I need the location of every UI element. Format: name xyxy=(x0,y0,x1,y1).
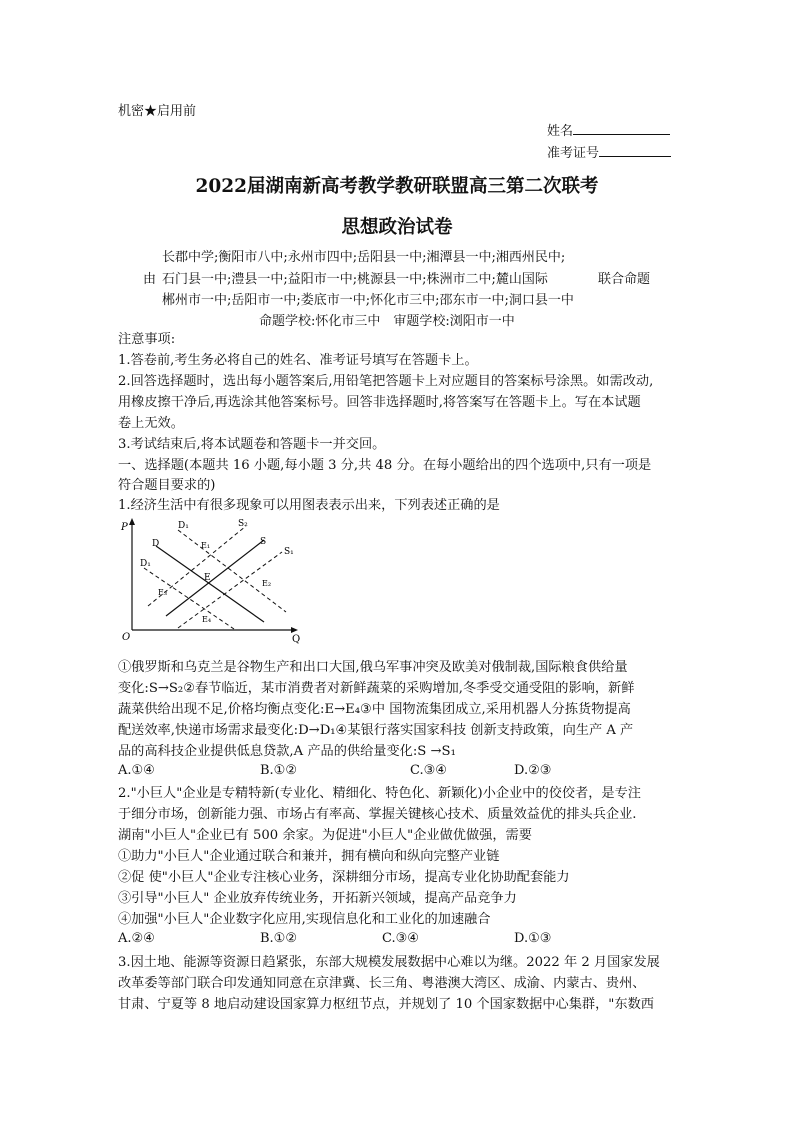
label-S2: S₂ xyxy=(238,519,248,529)
label-S: S xyxy=(260,537,267,547)
q1-line-5: 品的高科技企业提供低息贷款,A 产品的供给量变化:S →S₁ xyxy=(118,744,456,759)
note-3: 3.考试结束后,将本试题卷和答题卡一并交回。 xyxy=(118,437,386,452)
q3-line-2: 改革委等部门联合印发通知同意在京津冀、长三角、粤港澳大湾区、成渝、内蒙古、贵州、 xyxy=(118,976,646,991)
confidential-mark: 机密★启用前 xyxy=(118,104,197,119)
label-D: D xyxy=(152,539,160,549)
note-2b: 用橡皮擦干净后,再选涂其他答案标号。回答非选择题时,将答案写在答题卡上。写在本试题 xyxy=(118,395,641,410)
label-E1: E₁ xyxy=(201,541,211,550)
schools-row-3: 郴州市一中;岳阳市一中;娄底市一中;怀化市三中;邵东市一中;洞口县一中 xyxy=(162,293,574,308)
axis-label-q: Q xyxy=(292,634,301,645)
q2-option-b[interactable]: B.①② xyxy=(260,931,297,946)
q2-statement-3: ③引导"小巨人" 企业放弃传统业务，开拓新兴领域，提高产品竞争力 xyxy=(118,891,517,906)
label-E3: E₃ xyxy=(158,588,168,597)
name-field[interactable] xyxy=(547,120,670,139)
q2-statement-4: ④加强"小巨人"企业数字化应用,实现信息化和工业化的加速融合 xyxy=(118,912,491,927)
q2-line-1: 2."小巨人"企业是专精特新(专业化、精细化、特色化、新颖化)小企业中的佼佼者，是专注 xyxy=(118,786,641,801)
label-E4: E₄ xyxy=(202,615,212,624)
note-2c: 卷上无效。 xyxy=(118,416,184,431)
exam-title: 2022届湖南新高考教学教研联盟高三第二次联考 xyxy=(195,176,599,197)
label-D1-top: D₁ xyxy=(178,521,189,531)
q3-line-3: 甘肃、宁夏等 8 地启动建设国家算力枢纽节点，并规划了 10 个国家数据中心集群，"东数西 xyxy=(118,997,654,1012)
x-axis-arrow xyxy=(291,627,298,633)
supply-demand-graph xyxy=(118,516,308,646)
name-blank[interactable] xyxy=(573,121,670,135)
q2-statement-2: ②促 使"小巨人"企业专注核心业务，深耕细分市场，提高专业化协助配套能力 xyxy=(118,870,570,885)
q2-option-d[interactable]: D.①③ xyxy=(514,931,552,946)
note-2a: 2.回答选择题时，选出每小题答案后,用铅笔把答题卡上对应题目的答案标号涂黑。如需改动, xyxy=(118,374,654,389)
exam-number-blank[interactable] xyxy=(599,143,671,157)
note-1: 1.答卷前,考生务必将自己的姓名、准考证号填写在答题卡上。 xyxy=(118,353,478,368)
q2-option-c[interactable]: C.③④ xyxy=(382,931,419,946)
q1-option-c[interactable]: C.③④ xyxy=(410,763,447,778)
schools-row-1: 长郡中学;衡阳市八中;永州市四中;岳阳县一中;湘潭县一中;湘西州民中; xyxy=(162,250,566,265)
exam-number-field[interactable] xyxy=(547,142,671,161)
axis-label-o: O xyxy=(122,632,131,643)
y-axis-arrow xyxy=(129,518,135,525)
label-D1-left: D₁ xyxy=(140,559,151,569)
label-S1: S₁ xyxy=(284,547,294,557)
q1-option-a[interactable]: A.①④ xyxy=(118,763,155,778)
label-E: E xyxy=(204,573,211,583)
section-heading-a: 一、选择题(本题共 16 小题,每小题 3 分,共 48 分。在每小题给出的四个选项中,只有一项是 xyxy=(118,458,652,473)
section-heading-b: 符合题目要求的) xyxy=(118,478,216,493)
q1-line-4: 配送效率,快递市场需求最变化:D→D₁④某银行落实国家科技 创新支持政策，向生产 A 产 xyxy=(118,723,634,738)
q1-option-b[interactable]: B.①② xyxy=(260,763,297,778)
exam-subject: 思想政治试卷 xyxy=(341,217,453,238)
schools-row-4: 命题学校:怀化市三中 审题学校:浏阳市一中 xyxy=(259,314,515,329)
q1-line-1: ①俄罗斯和乌克兰是谷物生产和出口大国,俄乌军事冲突及欧美对俄制裁,国际粮食供给量 xyxy=(118,660,628,675)
exam-number-label: 准考证号 xyxy=(547,146,600,161)
q1-line-3: 蔬菜供给出现不足,价格均衡点变化:E→E₄③中 国物流集团成立,采用机器人分拣货物提高 xyxy=(118,702,631,717)
label-E2: E₂ xyxy=(262,579,272,588)
schools-row-2: 石门县一中;澧县一中;益阳市一中;桃源县一中;株洲市二中;麓山国际 xyxy=(162,272,548,287)
axis-label-p: P xyxy=(121,522,128,533)
q2-line-3: 湖南"小巨人"企业已有 500 余家。为促进"小巨人"企业做优做强，需要 xyxy=(118,828,532,843)
q1-line-2: 变化:S→S₂②春节临近，某市消费者对新鲜蔬菜的采购增加,冬季受交通受阻的影响，新鲜 xyxy=(118,681,635,696)
q1-stem: 1.经济生活中有很多现象可以用图表表示出来，下列表述正确的是 xyxy=(118,498,500,513)
q3-line-1: 3.因土地、能源等资源日趋紧张，东部大规模发展数据中心难以为继。2022 年 2 月国家发展 xyxy=(118,955,660,970)
schools-you: 由 xyxy=(143,272,157,287)
name-label: 姓名 xyxy=(547,124,574,139)
curve-S1 xyxy=(178,552,282,628)
schools-union: 联合命题 xyxy=(598,272,651,287)
notes-heading: 注意事项: xyxy=(118,332,176,347)
q1-option-d[interactable]: D.②③ xyxy=(514,763,552,778)
q2-option-a[interactable]: A.②④ xyxy=(118,931,155,946)
q2-line-2: 于细分市场，创新能力强、市场占有率高、掌握关键核心技术、质量效益优的排头兵企业. xyxy=(118,807,637,822)
q2-statement-1: ①助力"小巨人"企业通过联合和兼并，拥有横向和纵向完整产业链 xyxy=(118,849,500,864)
